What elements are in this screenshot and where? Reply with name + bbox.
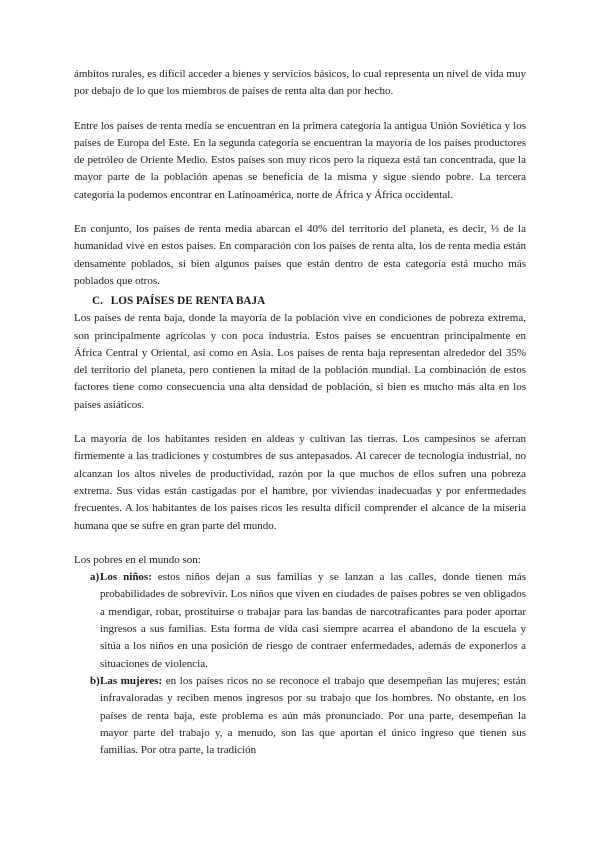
list-marker: b) [90,674,100,687]
section-letter: C. [92,295,103,308]
section-title: LOS PAÍSES DE RENTA BAJA [110,295,266,308]
paragraph-low-income-peasants: La mayoría de los habitantes residen en aldeas y cultivan las tierras. Los campesinos se aferran firmemente a las tradiciones y costumbres de sus antepasados. Al carecer de tecnología industrial, no alcanzan los altos niveles de productividad, razón por la que muchos de ellos sufren una pobreza extrema. Sus vidas están castigadas por el hambre, por viviendas inadecuadas y por enfermedades frecuentes. A los habitantes de los países ricos les resulta difícil comprender el alcance de la miseria humana que se sufre en gran parte del mundo. [74,433,526,532]
list-text: en los países ricos no se reconoce el trabajo que desempeñan las mujeres; están infravaloradas y reciben menos ingresos por su trabajo que los hombres. No obstante, en los países de renta baja, este problema es aún más pronunciado. Por una parte, desempeñan la mayor parte del trabajo y, a menudo, son las que aportan el único ingreso que tienen sus familias. Por otra parte, la tradición [100,674,526,757]
section-heading [92,293,526,310]
list-item [74,673,526,759]
list-marker: a) [90,571,100,584]
list-term: Los niños: [100,571,152,584]
poor-groups-list [74,569,526,759]
list-item [74,569,526,673]
paragraph-middle-income-territory: En conjunto, los países de renta media abarcan el 40% del territorio del planeta, es decir, ⅓ de la humanidad vive en estos países. En comparación con los países de renta alta, los de renta media están densamente poblados, si bien algunos países que están dentro de esta categoría está mucho más poblados que otros. [74,223,526,287]
paragraph-list-intro: Los pobres en el mundo son: [74,553,201,566]
list-text: estos niños dejan a sus familias y se lanzan a las calles, donde tienen más probabilidades de sobrevivir. Los niños que viven en ciudades de países pobres se ven obligados a mendigar, robar, prostituirse o trabajar para las bandas de narcotraficantes para poder aportar ingresos a sus familias. Esta forma de vida casi siempre acarrea el abandono de la escuela y sitúa a los niños en una posición de riesgo de contraer enfermedades, además de exponerlos a situaciones de violencia. [100,571,526,670]
document-page [74,66,526,759]
paragraph-middle-income-categories: Entre los países de renta media se encuentran en la primera categoría la antigua Unión Soviética y los países de Europa del Este. En la segunda categoría se encuentran la mayoría de los países productores de petróleo de Oriente Medio. Estos países son muy ricos pero la riqueza está tan concentrada, que la mayor parte de la población apenas se beneficia de la misma y sigue siendo pobre. La tercera categoría la podemos encontrar en Latinoamérica, norte de África y África occidental. [74,119,526,201]
list-term: Las mujeres: [100,674,163,687]
paragraph-rural-access: ámbitos rurales, es difícil acceder a bienes y servicios básicos, lo cual representa un nivel de vida muy por debajo de lo que los miembros de países de renta alta dan por hecho. [74,68,526,98]
paragraph-low-income-intro: Los países de renta baja, donde la mayoría de la población vive en condiciones de pobreza extrema, son principalmente agrícolas y con poca industria. Estos países se encuentran principalmente en África Central y Oriental, así como en Asia. Los países de renta baja representan alrededor del 35% del territorio del planeta, pero contienen la mitad de la población mundial. La combinación de estos factores tiene como consecuencia una alta densidad de población, si bien es mucho más alta en los países asiáticos. [74,312,526,411]
